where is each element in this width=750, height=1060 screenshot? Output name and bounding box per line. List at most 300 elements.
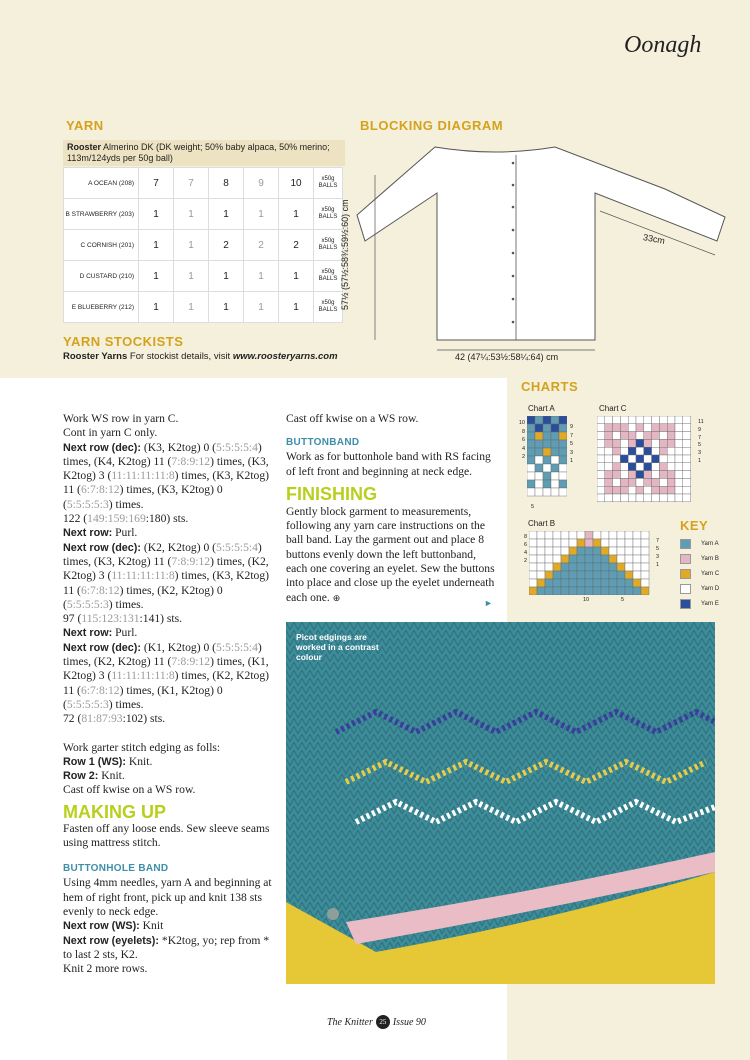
row-number: 6 <box>523 542 527 548</box>
yarn-unit: x50g BALLS <box>314 168 343 199</box>
yarn-quantity: 1 <box>209 199 244 230</box>
yarn-quantity: 1 <box>139 261 174 292</box>
chart-cell <box>569 539 577 547</box>
chart-cell <box>535 472 543 480</box>
yarn-quantity: 1 <box>139 292 174 323</box>
chart-cell <box>561 563 569 571</box>
chart-cell <box>641 547 649 555</box>
chart-cell <box>659 486 667 494</box>
chart-cell <box>593 563 601 571</box>
row-number: 5 <box>698 442 702 449</box>
chart-cell <box>641 587 649 595</box>
chart-cell <box>559 472 567 480</box>
chart-cell <box>561 547 569 555</box>
chart-cell <box>559 488 567 496</box>
chart-a-row-numbers-right <box>570 423 580 466</box>
row-number: 1 <box>656 562 660 568</box>
chart-cell <box>641 563 649 571</box>
chart-cell <box>561 555 569 563</box>
yarn-quantity: 2 <box>209 230 244 261</box>
chart-c-label: Chart C <box>599 404 627 413</box>
chart-cell <box>545 563 553 571</box>
chart-cell <box>535 440 543 448</box>
chart-cell <box>659 494 667 502</box>
chart-cell <box>683 432 691 440</box>
chart-cell <box>620 478 628 486</box>
yarn-name: D CUSTARD (210) <box>64 261 139 292</box>
chart-cell <box>535 424 543 432</box>
key-item <box>680 551 719 566</box>
chart-cell <box>625 563 633 571</box>
chart-cell <box>605 432 613 440</box>
yarn-quantity: 1 <box>174 292 209 323</box>
chart-cell <box>537 539 545 547</box>
chart-cell <box>633 539 641 547</box>
key-label: Yarn C <box>701 570 720 577</box>
chart-cell <box>551 416 559 424</box>
chart-cell <box>620 494 628 502</box>
chart-cell <box>641 571 649 579</box>
chart-a-label: Chart A <box>528 404 555 413</box>
chart-cell <box>577 547 585 555</box>
chart-cell <box>683 447 691 455</box>
chart-cell <box>527 424 535 432</box>
row-number: 2 <box>521 454 525 461</box>
key-item <box>680 596 719 611</box>
chart-cell <box>617 539 625 547</box>
yarn-quantity: 1 <box>244 261 279 292</box>
yarn-quantity: 2 <box>279 230 314 261</box>
chart-cell <box>636 471 644 479</box>
chart-cell <box>620 447 628 455</box>
chart-cell <box>683 416 691 424</box>
chart-cell <box>537 579 545 587</box>
yarn-quantity: 8 <box>209 168 244 199</box>
chart-cell <box>569 579 577 587</box>
chart-cell <box>527 472 535 480</box>
chart-b-row-numbers <box>517 533 527 565</box>
key-swatch <box>680 554 691 564</box>
chart-cell <box>667 416 675 424</box>
chart-cell <box>553 547 561 555</box>
chart-cell <box>551 472 559 480</box>
chart-cell <box>559 440 567 448</box>
chart-a-col-number: 5 <box>531 504 535 510</box>
key-label: Yarn E <box>701 600 719 607</box>
chart-cell <box>593 579 601 587</box>
chart-cell <box>601 579 609 587</box>
chart-b-grid <box>529 531 653 595</box>
chart-cell <box>545 587 553 595</box>
chart-cell <box>545 579 553 587</box>
chart-cell <box>652 486 660 494</box>
row-number: 8 <box>521 428 525 435</box>
chart-cell <box>633 563 641 571</box>
chart-cell <box>553 555 561 563</box>
yarn-quantity: 1 <box>174 199 209 230</box>
chart-cell <box>636 424 644 432</box>
chart-cell <box>593 531 601 539</box>
chart-cell <box>529 579 537 587</box>
chart-cell <box>620 463 628 471</box>
stockists-text: Rooster Yarns For stockist details, visit www.roosteryarns.com <box>63 351 338 362</box>
chart-cell <box>535 480 543 488</box>
chart-cell <box>659 478 667 486</box>
row-number: 7 <box>656 538 660 544</box>
chart-cell <box>543 440 551 448</box>
chart-cell <box>625 571 633 579</box>
chart-cell <box>633 579 641 587</box>
chart-cell <box>667 439 675 447</box>
chart-cell <box>585 587 593 595</box>
chart-cell <box>527 488 535 496</box>
yarn-quantity: 1 <box>209 292 244 323</box>
chart-cell <box>667 494 675 502</box>
chart-cell <box>636 463 644 471</box>
chart-cell <box>659 424 667 432</box>
page-number: 25 <box>376 1015 390 1029</box>
chart-cell <box>641 539 649 547</box>
chart-cell <box>605 424 613 432</box>
row-number: 3 <box>570 449 574 456</box>
chart-cell <box>675 424 683 432</box>
chart-b-label: Chart B <box>528 519 556 528</box>
chart-cell <box>675 471 683 479</box>
chart-cell <box>675 463 683 471</box>
chart-cell <box>667 455 675 463</box>
chart-cell <box>625 579 633 587</box>
chart-cell <box>527 432 535 440</box>
yarn-row <box>64 168 343 199</box>
chart-cell <box>561 587 569 595</box>
buttonhole-heading: BUTTONHOLE BAND <box>63 863 169 875</box>
chart-cell <box>553 531 561 539</box>
chart-cell <box>644 439 652 447</box>
chart-cell <box>529 531 537 539</box>
chart-cell <box>543 448 551 456</box>
chart-cell <box>652 432 660 440</box>
chart-cell <box>636 478 644 486</box>
row-number: 3 <box>698 450 702 457</box>
chart-cell <box>659 463 667 471</box>
chart-cell <box>527 456 535 464</box>
chart-cell <box>543 456 551 464</box>
chart-cell <box>644 455 652 463</box>
chart-cell <box>652 471 660 479</box>
chart-cell <box>644 432 652 440</box>
chart-cell <box>644 471 652 479</box>
chart-cell <box>537 555 545 563</box>
chart-cell <box>551 432 559 440</box>
chart-cell <box>636 416 644 424</box>
chart-cell <box>613 424 621 432</box>
yarn-name: C CORNISH (201) <box>64 230 139 261</box>
chart-cell <box>545 555 553 563</box>
chart-cell <box>551 488 559 496</box>
chart-cell <box>644 486 652 494</box>
chart-cell <box>585 579 593 587</box>
chart-cell <box>652 494 660 502</box>
chart-cell <box>551 456 559 464</box>
yarn-unit: x50g BALLS <box>314 261 343 292</box>
chart-cell <box>559 448 567 456</box>
chart-cell <box>605 439 613 447</box>
chart-cell <box>683 486 691 494</box>
row-number: 1 <box>698 457 702 464</box>
chart-cell <box>683 471 691 479</box>
chart-cell <box>628 478 636 486</box>
chart-cell <box>605 447 613 455</box>
stockists-link[interactable]: www.roosteryarns.com <box>232 351 338 362</box>
chart-cell <box>569 571 577 579</box>
sleeve-measure: 33cm <box>642 232 666 246</box>
chart-cell <box>620 424 628 432</box>
chart-cell <box>625 547 633 555</box>
chart-cell <box>577 571 585 579</box>
yarn-quantity: 1 <box>279 199 314 230</box>
chart-cell <box>667 471 675 479</box>
chart-cell <box>543 472 551 480</box>
chart-cell <box>617 547 625 555</box>
buttonband-heading: BUTTONBAND <box>286 437 360 449</box>
chart-cell <box>633 531 641 539</box>
chart-cell <box>535 488 543 496</box>
chart-cell <box>537 563 545 571</box>
chart-cell <box>628 416 636 424</box>
chart-cell <box>597 478 605 486</box>
chart-cell <box>644 416 652 424</box>
row-number: 3 <box>656 554 660 560</box>
chart-cell <box>628 447 636 455</box>
chart-cell <box>675 416 683 424</box>
chart-cell <box>620 432 628 440</box>
row-number: 4 <box>521 445 525 452</box>
chart-cell <box>527 440 535 448</box>
chart-cell <box>543 480 551 488</box>
chart-cell <box>529 547 537 555</box>
chart-cell <box>605 471 613 479</box>
chart-cell <box>545 531 553 539</box>
chart-cell <box>620 486 628 494</box>
chart-cell <box>609 555 617 563</box>
chart-cell <box>529 555 537 563</box>
chart-cell <box>553 579 561 587</box>
chart-cell <box>633 555 641 563</box>
yarn-quantity: 9 <box>244 168 279 199</box>
chart-cell <box>569 547 577 555</box>
decrease-row-1: Next row (dec): (K3, K2tog) 0 (5:5:5:5:4) times, (K4, K2tog) 11 (7:8:9:12) times, (K3, K2tog) 3 (11:11:11:11:8) times, (K3, K2tog) 11 (6:7:8:12) times, (K3, K2tog) 0 (5:5:5:5:3) times. <box>63 440 270 511</box>
chart-cell <box>667 424 675 432</box>
yarn-quantity: 2 <box>244 230 279 261</box>
chart-cell <box>593 587 601 595</box>
yarn-quantity: 1 <box>209 261 244 292</box>
chart-cell <box>652 424 660 432</box>
row-number: 5 <box>656 546 660 552</box>
chart-cell <box>529 587 537 595</box>
chart-cell <box>551 440 559 448</box>
yarn-quantity: 7 <box>174 168 209 199</box>
row-number: 5 <box>570 441 574 448</box>
chart-cell <box>667 432 675 440</box>
end-mark-icon: ⊕ <box>332 592 341 603</box>
chart-b-col-number-10: 10 <box>583 597 590 603</box>
yarn-quantity: 10 <box>279 168 314 199</box>
chart-cell <box>609 587 617 595</box>
chart-cell <box>569 587 577 595</box>
chart-cell <box>641 555 649 563</box>
chart-cell <box>527 464 535 472</box>
chart-cell <box>613 478 621 486</box>
chart-cell <box>561 571 569 579</box>
continue-arrow-icon: ► <box>484 598 493 608</box>
chart-cell <box>597 439 605 447</box>
chart-cell <box>605 486 613 494</box>
chart-cell <box>605 416 613 424</box>
chart-cell <box>543 488 551 496</box>
chart-cell <box>561 531 569 539</box>
chart-cell <box>683 455 691 463</box>
row-number: 7 <box>698 434 702 441</box>
yarn-row <box>64 230 343 261</box>
chart-cell <box>652 478 660 486</box>
chart-cell <box>593 555 601 563</box>
chart-cell <box>593 547 601 555</box>
chart-cell <box>613 447 621 455</box>
row-number: 4 <box>523 550 527 556</box>
chart-cell <box>577 563 585 571</box>
chart-cell <box>644 478 652 486</box>
chart-cell <box>529 539 537 547</box>
chart-cell <box>559 416 567 424</box>
chart-cell <box>605 463 613 471</box>
chart-a-row-numbers <box>515 419 525 462</box>
chart-a-grid <box>527 416 567 502</box>
chart-cell <box>601 539 609 547</box>
chart-cell <box>620 416 628 424</box>
chart-cell <box>644 463 652 471</box>
yarn-quantity: 7 <box>139 168 174 199</box>
column-2: Cast off kwise on a WS row. BUTTONBAND Work as for buttonhole band with RS facing of left front and beginning at neck edge. FINISHING Gently block garment to measurements, following any yarn care instructions on the ball band. Lay the garment out and place 8 buttons evenly down the left buttonband, each one covering an eyelet. Sew the buttons into place and close up the eyelet underneath each one. ⊕ <box>286 412 498 605</box>
row-number: 7 <box>570 432 574 439</box>
chart-cell <box>625 587 633 595</box>
column-1: Work WS row in yarn C. Cont in yarn C only. Next row (dec): (K3, K2tog) 0 (5:5:5:5:4) times, (K4, K2tog) 11 (7:8:9:12) times, (K3, K2tog) 3 (11:11:11:11:8) times, (K3, K2tog) 11 (6:7:8:12) times, (K3, K2tog) 0 (5:5:5:5:3) times. 122 (149:159:169:180) sts. Next row: Purl. Next row (dec): (K2, K2tog) 0 (5:5:5:5:4) times, (K3, K2tog) 11 (7:8:9:12) times, (K2, K2tog) 3 (11:11:11:11:8) times, (K3, K2tog) 11 (6:7:8:12) times, (K2, K2tog) 0 (5:5:5:5:3) times. 97 (115:123:131:141) sts. Next row: Purl. Next row (dec): (K1, K2tog) 0 (5:5:5:5:4) times, (K2, K2tog) 11 (7:8:9:12) times, (K1, K2tog) 3 (11:11:11:11:8) times, (K2, K2tog) 11 (6:7:8:12) times, (K1, K2tog) 0 (5:5:5:5:3) times. 72 (81:87:93:102) sts. Work garter stitch edging as folls: Row 1 (WS): Knit. Row 2: Knit. Cast off kwise on a WS row. MAKING UP Fasten off any loose ends. Sew sleeve seams using mattress stitch. BUTTONHOLE BAND Using 4mm needles, yarn A and beginning at hem of right front, pick up and knit 138 sts evenly to neck edge. Next row (WS): Knit Next row (eyelets): *K2tog, yo; rep from * to last 2 sts, K2. Knit 2 more rows. <box>63 412 275 976</box>
chart-cell <box>613 455 621 463</box>
chart-cell <box>617 555 625 563</box>
chart-cell <box>597 424 605 432</box>
chart-cell <box>633 547 641 555</box>
chart-cell <box>569 555 577 563</box>
chart-cell <box>683 424 691 432</box>
height-measure: 57½ (57½:58¾:59½:60) cm <box>340 199 350 310</box>
row-number: 10 <box>518 420 525 426</box>
chart-cell <box>636 439 644 447</box>
chart-cell <box>613 494 621 502</box>
yarn-description: Rooster Almerino DK (DK weight; 50% baby alpaca, 50% merino; 113m/124yds per 50g ball) <box>63 140 345 166</box>
chart-cell <box>569 531 577 539</box>
chart-cell <box>537 531 545 539</box>
chart-cell <box>652 447 660 455</box>
key-label: Yarn B <box>701 555 719 562</box>
chart-cell <box>543 424 551 432</box>
chart-cell <box>667 478 675 486</box>
key-swatch <box>680 539 691 549</box>
chart-cell <box>644 424 652 432</box>
yarn-table <box>63 167 343 323</box>
decrease-row-2: Next row (dec): (K2, K2tog) 0 (5:5:5:5:4) times, (K3, K2tog) 11 (7:8:9:12) times, (K2, K2tog) 3 (11:11:11:11:8) times, (K3, K2tog) 11 (6:7:8:12) times, (K2, K2tog) 0 (5:5:5:5:3) times. <box>63 540 270 611</box>
chart-cell <box>628 432 636 440</box>
yarn-name: E BLUEBERRY (212) <box>64 292 139 323</box>
yarn-unit: x50g BALLS <box>314 292 343 323</box>
chart-cell <box>601 571 609 579</box>
chart-cell <box>617 563 625 571</box>
row-number: 9 <box>570 424 574 430</box>
chart-cell <box>553 563 561 571</box>
chart-cell <box>593 539 601 547</box>
chart-cell <box>577 579 585 587</box>
chart-cell <box>535 456 543 464</box>
chart-cell <box>675 439 683 447</box>
chart-cell <box>652 439 660 447</box>
blocking-diagram <box>355 135 745 365</box>
chart-cell <box>633 571 641 579</box>
yarn-quantity: 1 <box>139 230 174 261</box>
chart-cell <box>683 494 691 502</box>
chart-cell <box>597 486 605 494</box>
chart-cell <box>545 539 553 547</box>
chart-cell <box>683 478 691 486</box>
yarn-quantity: 1 <box>139 199 174 230</box>
width-measure: 42 (47¼:53½:58¼:64) cm <box>455 352 559 362</box>
chart-cell <box>652 416 660 424</box>
chart-cell <box>597 416 605 424</box>
chart-cell <box>535 464 543 472</box>
key-item <box>680 566 719 581</box>
chart-cell <box>628 471 636 479</box>
chart-cell <box>628 486 636 494</box>
chart-cell <box>675 455 683 463</box>
chart-cell <box>659 455 667 463</box>
chart-cell <box>527 448 535 456</box>
chart-cell <box>613 486 621 494</box>
chart-cell <box>636 494 644 502</box>
chart-cell <box>675 447 683 455</box>
chart-cell <box>529 571 537 579</box>
yarn-name: A OCEAN (208) <box>64 168 139 199</box>
chart-cell <box>577 587 585 595</box>
chart-cell <box>577 555 585 563</box>
knit-photo <box>286 622 715 984</box>
chart-cell <box>545 547 553 555</box>
chart-cell <box>636 447 644 455</box>
yarn-quantity: 1 <box>244 292 279 323</box>
yarn-row <box>64 261 343 292</box>
chart-cell <box>667 447 675 455</box>
yarn-quantity: 1 <box>279 261 314 292</box>
chart-cell <box>605 478 613 486</box>
chart-cell <box>577 531 585 539</box>
chart-cell <box>609 547 617 555</box>
chart-cell <box>628 494 636 502</box>
chart-cell <box>625 555 633 563</box>
chart-cell <box>617 579 625 587</box>
chart-cell <box>675 478 683 486</box>
key-item <box>680 581 719 596</box>
chart-cell <box>527 416 535 424</box>
key-heading: KEY <box>680 518 709 533</box>
chart-cell <box>545 571 553 579</box>
chart-cell <box>613 463 621 471</box>
yarn-quantity: 1 <box>174 230 209 261</box>
